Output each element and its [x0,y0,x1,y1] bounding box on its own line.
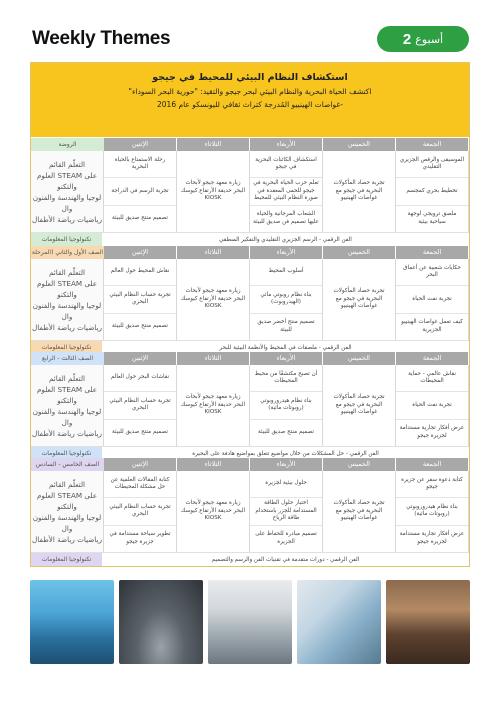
aquarium-photo [30,580,114,664]
day-label: الأربعاء [250,246,323,259]
activity-cell: تجربة حساب النظام البيئي البحري [104,392,176,419]
activity-cell: كتابة المقالات العلمية عن حل مشكلة المحيطات [104,471,176,498]
tech-label: تكنولوجيا المعلومات [31,233,102,246]
day-column [250,471,323,552]
activity-cell: تطوير سياحة مستدامة في جزيرة جيجو [109,531,171,545]
steam-line: رياضيات رياضة الأطفال [32,322,102,332]
themes-card [30,62,470,567]
steam-line: على STEAM العلوم والتكنو [36,384,98,405]
activity-cell: تجربة حصاد المأكولات البحرية في جيجو مع غواصات الهينييو [333,180,385,202]
activity-cell: تصميم منتج صديق للبيئة [112,323,168,330]
activity-cell: عرض أفكار تجارية مستدامة لجزيرة جيجو [399,531,465,545]
activity-cell: الموسيقى والرقص الجزيري التقليدي [396,151,468,178]
steam-line: على STEAM العلوم والتكنو [36,278,98,299]
steam-line: على STEAM العلوم والتكنو [36,490,98,511]
day-column [323,471,396,552]
steam-line: رياضيات رياضة الأطفال [32,214,102,224]
activity-cell: تجربة نفث الحياة [396,392,468,419]
day-label: الإثنين [104,138,177,151]
activity-cell: عرض أفكار تجارية مستدامة لجزيرة جيجو [399,425,465,439]
day-header-row [31,138,469,151]
steam-line: لوجيا والهندسة والفنون وال [32,300,102,321]
day-label: الإثنين [104,352,177,365]
schedule-block [31,352,469,460]
stage-label: الصف الأول والثاني (المرحلة [31,246,104,259]
day-label: الخميس [323,138,396,151]
steam-column [31,259,104,340]
activity-cell: زيارة معهد جيجو لأبحاث البحر حديقة الأرتفاع كيوسك KIOSK [180,288,246,310]
day-label: الجمعة [396,138,469,151]
day-header-row [31,458,469,471]
day-column [323,365,396,446]
day-column [250,259,323,340]
grid-body [31,365,469,446]
page-title: Weekly Themes [32,28,171,49]
day-label: الخميس [323,458,396,471]
day-header-row [31,246,469,259]
grid-body [31,471,469,552]
day-label: الأربعاء [250,138,323,151]
card-subtitle-1: اكتشف الحياة البحرية والنظام البيئي لبحر جيجو والتقيد: "حورية البحر السوداء" [128,87,372,96]
steam-line: على STEAM العلوم والتكنو [36,170,98,191]
activity-cell: تصميم مبادرة للحفاظ على الجزيرة [255,531,317,545]
activity-cell: تخطيط بحري كمجسم [396,178,468,205]
activity-cell: أن تصبح مكتشفًا من محيط المحيطات [250,365,322,392]
day-header-row [31,352,469,365]
day-label: الأربعاء [250,458,323,471]
day-column [250,151,323,232]
exhibition-photo [208,580,292,664]
page-header [0,0,500,60]
steam-column [31,365,104,446]
activity-cell: تجربة حساب النظام البيئي البحري [104,498,176,525]
steam-line: التعلّم القائم [48,373,86,383]
activity-cell: بناء نظام روبوتي مائي (الهيدروبوت) [250,286,322,313]
stage-label: الصف الخامس - السادس [31,458,104,471]
day-column [177,151,250,232]
activity-cell: رحلة الاستمتاع بالحياة البحرية [104,151,176,178]
day-column [396,365,469,446]
activity-cell: تصميم منتج صديق للبيئة [112,429,168,436]
day-column [396,471,469,552]
activity-cell: تجربة حساب النظام البيئي البحري [104,286,176,313]
activity-cell: اختبار حلول الطاقة المستدامة للجزر باستخدام طاقة الرياح [250,498,322,525]
day-label: الأربعاء [250,352,323,365]
stage-label: الروضة [31,138,104,151]
activity-cell: تجربة حصاد المأكولات البحرية في جيجو مع غواصات الهينييو [333,288,385,310]
day-label: الثلاثاء [177,458,250,471]
activity-cell: كيف تعمل غواصات الهينييو الجزيرية [401,319,463,333]
activity-cell: تعلم حرب الحياة البحرية في جيجو للحمى المعقدة في صورة النظام البيئي للمحيط [250,178,322,205]
activity-cell: تصميم منتج أخضر صديق للبيئة [257,319,315,333]
steam-line: رياضيات رياضة الأطفال [32,534,102,544]
activity-cell: نقاشات البحر حول العالم [104,365,176,392]
activity-cell: أسلوب المحيط [250,259,322,286]
steam-line: رياضيات رياضة الأطفال [32,428,102,438]
digital-art-note: الفن الرقمي - دورات متقدمة في تقنيات الفن والرسم والتصميم [211,557,360,563]
week-number: 2 [402,30,412,48]
museum-hall-photo [297,580,381,664]
schedule-block [31,458,469,566]
stage-label: الصف الثالث - الرابع [31,352,104,365]
activity-cell: حلول بيئية لجزيرة [250,471,322,498]
activity-cell: استكشاف الكائنات البحرية في جيجو [250,151,322,178]
digital-art-note: الفن الرقمي - حل المشكلات من خلال مواضيع تتعلق بمواضيع هادفة على البحيرة [192,451,379,457]
day-label: الخميس [323,352,396,365]
schedule-block [31,246,469,354]
tech-label: تكنولوجيا المعلومات [31,553,102,566]
card-title: استكشاف النظام البيئي للمحيط في جيجو [152,72,348,83]
activity-cell: تجربة حصاد المأكولات البحرية في جيجو مع غواصات الهينييو [333,500,385,522]
grid-body [31,151,469,232]
day-column [396,259,469,340]
steam-line: التعلّم القائم [48,267,86,277]
schedule-block [31,138,469,246]
card-subtitle-2: -غواصات الهينييو المُدرجة كتراث ثقافي لليونسكو عام 2016 [157,100,343,109]
title-band [31,63,469,137]
activity-cell: الشعاب المرجانية والحياة عليها تصميم فن صديق للبيئة [253,211,319,225]
day-column [250,365,323,446]
activity-cell: نقاش عالمي - حماية المحيطات [396,365,468,392]
day-column [104,259,177,340]
activity-cell: كتابة دعوة سفر عن جزيرة جيجو [396,471,468,498]
day-column [177,365,250,446]
steam-line: لوجيا والهندسة والفنون وال [32,512,102,533]
tech-label: تكنولوجيا المعلومات [31,447,102,460]
day-label: الجمعة [396,246,469,259]
activity-cell: زيارة معهد جيجو لأبحاث البحر حديقة الأرتفاع كيوسك KIOSK [180,180,246,202]
day-label: الجمعة [396,458,469,471]
day-column [104,365,177,446]
steam-line: لوجيا والهندسة والفنون وال [32,406,102,427]
day-label: الخميس [323,246,396,259]
day-label: الإثنين [104,246,177,259]
photo-strip [30,580,470,664]
activity-cell: نقاش المحيط حول العالم [104,259,176,286]
activity-cell: بناء نظام هيدروروبوتي (روبوتات مائية) [250,392,322,419]
grid-body [31,259,469,340]
day-column [104,471,177,552]
activity-cell: زيارة معهد جيجو لأبحاث البحر حديقة الأرتفاع كيوسك KIOSK [180,394,246,416]
digital-art-note: الفن الرقمي - ملصقات في المحيط والأنظمة البيئية للبحر [219,345,352,351]
day-column [396,151,469,232]
day-column [323,151,396,232]
day-column [177,259,250,340]
steam-line: التعلّم القائم [48,479,86,489]
day-label: الثلاثاء [177,246,250,259]
tech-label: تكنولوجيا المعلومات [31,341,102,354]
day-column [177,471,250,552]
day-label: الجمعة [396,352,469,365]
week-word: أسبوع [415,32,444,46]
activity-cell: حكايات شعبية عن أعماق البحر [396,259,468,286]
activity-cell: تصميم منتج صديق للبيئة [112,215,168,222]
footer-row [31,232,469,246]
week-badge [377,26,469,52]
pottery-workshop-photo [386,580,470,664]
steam-column [31,151,104,232]
activity-cell: بناء نظام هيدروروبوتي (روبوتات مائية) [396,498,468,525]
steam-line: لوجيا والهندسة والفنون وال [32,192,102,213]
steam-column [31,471,104,552]
day-column [104,151,177,232]
activity-cell: ملصق ترويجي لوجهة سياحية بيئية [407,211,457,225]
day-label: الثلاثاء [177,138,250,151]
steam-line: التعلّم القائم [48,159,86,169]
activity-cell: تجربة حصاد المأكولات البحرية في جيجو مع غواصات الهينييو [333,394,385,416]
digital-art-note: الفن الرقمي - الرسم الجزيري التقليدي والتفكير المنطقي [219,237,352,243]
day-label: الثلاثاء [177,352,250,365]
day-label: الإثنين [104,458,177,471]
vr-headsets-photo [119,580,203,664]
activity-cell: تجربة نفث الحياة [396,286,468,313]
day-column [323,259,396,340]
footer-row [31,552,469,566]
activity-cell: تجربة الرسم في الدراجة [104,178,176,205]
activity-cell: تصميم منتج صديق للبيئة [258,429,314,436]
activity-cell: زيارة معهد جيجو لأبحاث البحر حديقة الأرتفاع كيوسك KIOSK [180,500,246,522]
